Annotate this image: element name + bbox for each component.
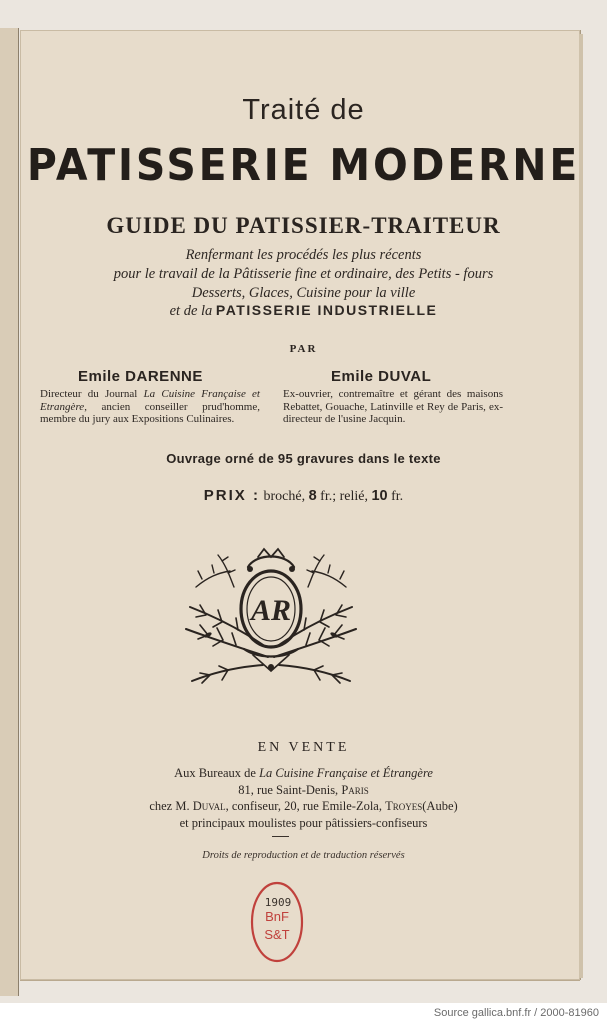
subtitle: GUIDE DU PATISSIER-TRAITEUR — [106, 213, 501, 238]
author-darenne-name: Emile DARENNE — [78, 368, 203, 385]
description-line-1: Renfermant les procédés les plus récents — [185, 247, 422, 263]
source-credit: Source gallica.bnf.fr / 2000-81960 — [433, 1007, 599, 1019]
main-title: PATISSERIE MODERNE — [26, 140, 581, 191]
rights-notice: Droits de reproduction et de traduction réservés — [202, 850, 405, 861]
library-stamp — [249, 881, 305, 963]
sale-chez: chez M. — [149, 799, 190, 813]
description-industrial: PATISSERIE INDUSTRIELLE — [215, 302, 438, 318]
bio-darenne-journal: La Cuisine Française et Etrangère — [40, 388, 260, 413]
en-vente-heading: EN VENTE — [257, 740, 350, 755]
ornamental-monogram-emblem-icon — [178, 547, 364, 687]
price-label: PRIX : — [203, 487, 260, 504]
sale-city-troyes: Troyes — [385, 799, 423, 813]
price-line — [0, 487, 607, 505]
author-darenne-bio — [40, 388, 260, 426]
gravures-line: Ouvrage orné de 95 gravures dans le texte — [166, 451, 441, 466]
price-relie-value: 10 — [371, 488, 388, 504]
par-label: PAR — [289, 343, 318, 355]
description-line-3: Desserts, Glaces, Cuisine pour la ville — [191, 285, 416, 301]
sale-confiseur: , confiseur, 20, rue Emile-Zola, — [225, 799, 382, 813]
author-duval-bio: Ex-ouvrier, contremaître et gérant des maisons Rebattet, Gouache, Latinville et Rey de Paris, ex-directeur de l'usine Jacquin. — [283, 388, 503, 425]
separator-rule — [272, 836, 289, 837]
price-broche-label: broché, — [263, 489, 306, 504]
price-relie-label: relié, — [339, 489, 368, 504]
sale-city-paris: Paris — [341, 783, 369, 797]
price-broche-unit: fr.; — [320, 489, 337, 504]
bio-darenne-prefix: Directeur du Journal — [40, 388, 144, 400]
sale-bureaux: Aux Bureaux de — [174, 766, 256, 780]
sale-journal: La Cuisine Française et Étrangère — [259, 766, 433, 780]
stamp-bnf: BnF — [265, 909, 289, 924]
emblem-monogram: AR — [250, 594, 292, 627]
stamp-year: 1909 — [264, 896, 292, 909]
author-duval-name: Emile DUVAL — [331, 368, 432, 385]
description-lead: et de la — [169, 303, 213, 319]
sale-line-3 — [0, 799, 607, 814]
price-relie-unit: fr. — [391, 489, 404, 504]
sale-line-4: et principaux moulistes pour pâtissiers-confiseurs — [179, 816, 428, 830]
sale-aube: (Aube) — [422, 799, 458, 813]
sale-line-1 — [0, 766, 607, 781]
price-broche-value: 8 — [308, 488, 317, 504]
sale-address: 81, rue Saint-Denis, — [238, 783, 339, 797]
sale-duval: Duval — [192, 799, 226, 813]
description-line-4 — [0, 302, 607, 320]
title-prefix: Traité de — [242, 94, 365, 126]
footer-bar — [0, 1003, 607, 1024]
bio-darenne-suffix: , ancien conseiller prud'homme, membre du jury aux Expositions Culinaires. — [40, 400, 260, 425]
sale-line-2 — [0, 783, 607, 798]
description-line-2: pour le travail de la Pâtisserie fine et ordinaire, des Petits - fours — [113, 266, 494, 282]
stamp-st: S&T — [264, 927, 290, 942]
